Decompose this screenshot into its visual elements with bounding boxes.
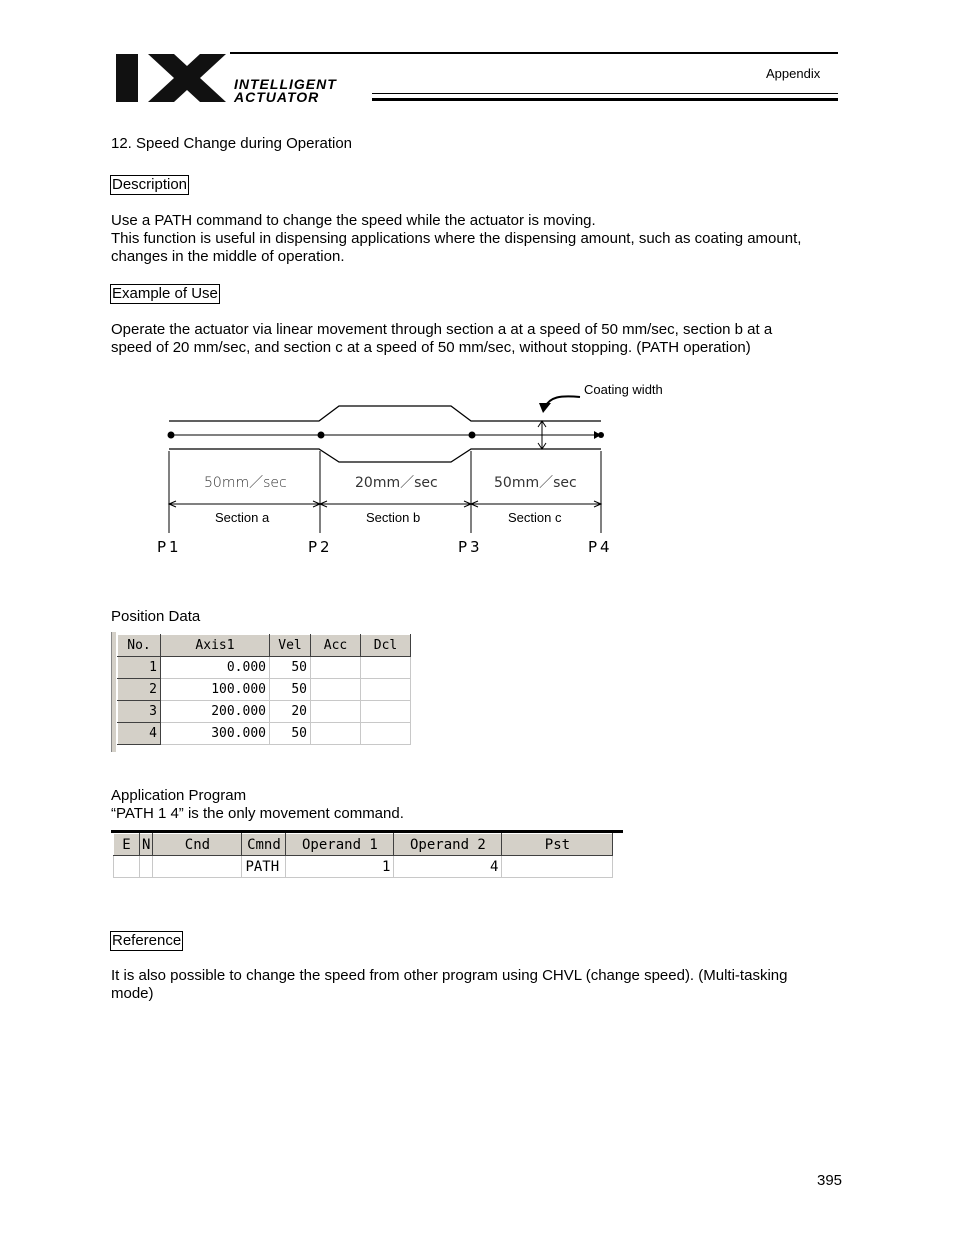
n-cell[interactable] <box>140 856 153 878</box>
axis1-cell[interactable]: 300.000 <box>161 723 270 745</box>
logo <box>114 52 230 104</box>
description-label: Description <box>112 176 188 193</box>
row-number[interactable]: 4 <box>118 723 161 745</box>
page-heading: 12. Speed Change during Operation <box>111 135 353 152</box>
dcl-cell[interactable] <box>361 723 411 745</box>
point-p1-label: P1 <box>157 538 182 556</box>
operand2-cell[interactable]: 4 <box>394 856 502 878</box>
vel-cell[interactable]: 50 <box>270 679 311 701</box>
point-p3-dot <box>469 432 476 439</box>
point-p1-dot <box>168 432 175 439</box>
program-table-wrap <box>113 833 613 878</box>
position-table-wrap <box>117 634 411 745</box>
row-number[interactable]: 1 <box>118 657 161 679</box>
dcl-cell[interactable] <box>361 701 411 723</box>
brand-line-1: INTELLIGENT <box>234 76 337 92</box>
section-a-label: Section a <box>215 510 270 525</box>
table-header-row <box>118 635 411 657</box>
description-line-2: This function is useful in dispensing applications where the dispensing amount, such as coating amount, <box>111 230 802 247</box>
col-header-vel: Vel <box>270 635 311 657</box>
acc-cell[interactable] <box>311 723 361 745</box>
description-line-1: Use a PATH command to change the speed while the actuator is moving. <box>111 212 596 229</box>
coating-leader-arrow <box>545 396 580 407</box>
table-row[interactable] <box>118 657 411 679</box>
reference-line-2: mode) <box>111 985 154 1002</box>
col-header-operand1: Operand 1 <box>286 834 394 856</box>
cmnd-cell[interactable]: PATH <box>242 856 286 878</box>
coating-diagram <box>150 375 680 565</box>
acc-cell[interactable] <box>311 657 361 679</box>
brand-line-2: ACTUATOR <box>234 89 320 105</box>
vel-cell[interactable]: 50 <box>270 657 311 679</box>
header-rule-bottom <box>372 98 838 101</box>
example-line-2: speed of 20 mm/sec, and section c at a speed of 50 mm/sec, without stopping. (PATH operation) <box>111 339 751 356</box>
coating-bottom-line <box>169 449 601 462</box>
acc-cell[interactable] <box>311 701 361 723</box>
speed-label-c: 50mm／sec <box>494 475 577 491</box>
table-row[interactable] <box>118 679 411 701</box>
point-p2-label: P2 <box>308 538 333 556</box>
table-row[interactable] <box>114 856 613 878</box>
speed-label-b: 20mm／sec <box>355 475 438 491</box>
speed-label-a: 50mm／sec <box>204 475 287 491</box>
axis1-cell[interactable]: 0.000 <box>161 657 270 679</box>
example-label: Example of Use <box>112 285 218 302</box>
table-header-row <box>114 834 613 856</box>
col-header-cmnd: Cmnd <box>242 834 286 856</box>
header-rule-top <box>230 52 838 54</box>
section-label: Appendix <box>766 66 821 81</box>
dcl-cell[interactable] <box>361 657 411 679</box>
point-p3-label: P3 <box>458 538 483 556</box>
acc-cell[interactable] <box>311 679 361 701</box>
position-data-title: Position Data <box>111 608 201 625</box>
col-header-acc: Acc <box>311 635 361 657</box>
page-number: 395 <box>817 1172 843 1189</box>
coating-top-line <box>169 406 601 421</box>
col-header-axis1: Axis1 <box>161 635 270 657</box>
point-p4-label: P4 <box>588 538 613 556</box>
row-number[interactable]: 3 <box>118 701 161 723</box>
header-rule-bottom-2 <box>372 93 838 94</box>
axis1-cell[interactable]: 200.000 <box>161 701 270 723</box>
program-table <box>113 833 613 878</box>
program-title: Application Program <box>111 787 247 804</box>
col-header-no: No. <box>118 635 161 657</box>
reference-label: Reference <box>112 932 182 949</box>
position-data-table <box>117 634 411 745</box>
reference-line-1: It is also possible to change the speed from other program using CHVL (change speed). (Multi-tasking <box>111 967 788 984</box>
col-header-e: E <box>114 834 140 856</box>
vel-cell[interactable]: 50 <box>270 723 311 745</box>
ix-logo-mark <box>114 52 230 104</box>
position-table-frame <box>111 632 116 752</box>
section-c-label: Section c <box>508 510 562 525</box>
axis1-cell[interactable]: 100.000 <box>161 679 270 701</box>
point-p2-dot <box>318 432 325 439</box>
table-row[interactable] <box>118 701 411 723</box>
col-header-n: N <box>140 834 153 856</box>
program-note: “PATH 1 4” is the only movement command. <box>111 805 404 822</box>
col-header-dcl: Dcl <box>361 635 411 657</box>
operand1-cell[interactable]: 1 <box>286 856 394 878</box>
point-p4-dot <box>598 432 604 438</box>
table-row[interactable] <box>118 723 411 745</box>
dcl-cell[interactable] <box>361 679 411 701</box>
col-header-cnd: Cnd <box>153 834 242 856</box>
vel-cell[interactable]: 20 <box>270 701 311 723</box>
brand-name <box>234 78 337 104</box>
row-number[interactable]: 2 <box>118 679 161 701</box>
pst-cell[interactable] <box>502 856 613 878</box>
description-line-3: changes in the middle of operation. <box>111 248 345 265</box>
section-b-label: Section b <box>366 510 421 525</box>
coating-width-label: Coating width <box>584 382 663 397</box>
cnd-cell[interactable] <box>153 856 242 878</box>
col-header-pst: Pst <box>502 834 613 856</box>
col-header-operand2: Operand 2 <box>394 834 502 856</box>
e-cell[interactable] <box>114 856 140 878</box>
example-line-1: Operate the actuator via linear movement through section a at a speed of 50 mm/sec, section b at a <box>111 321 773 338</box>
